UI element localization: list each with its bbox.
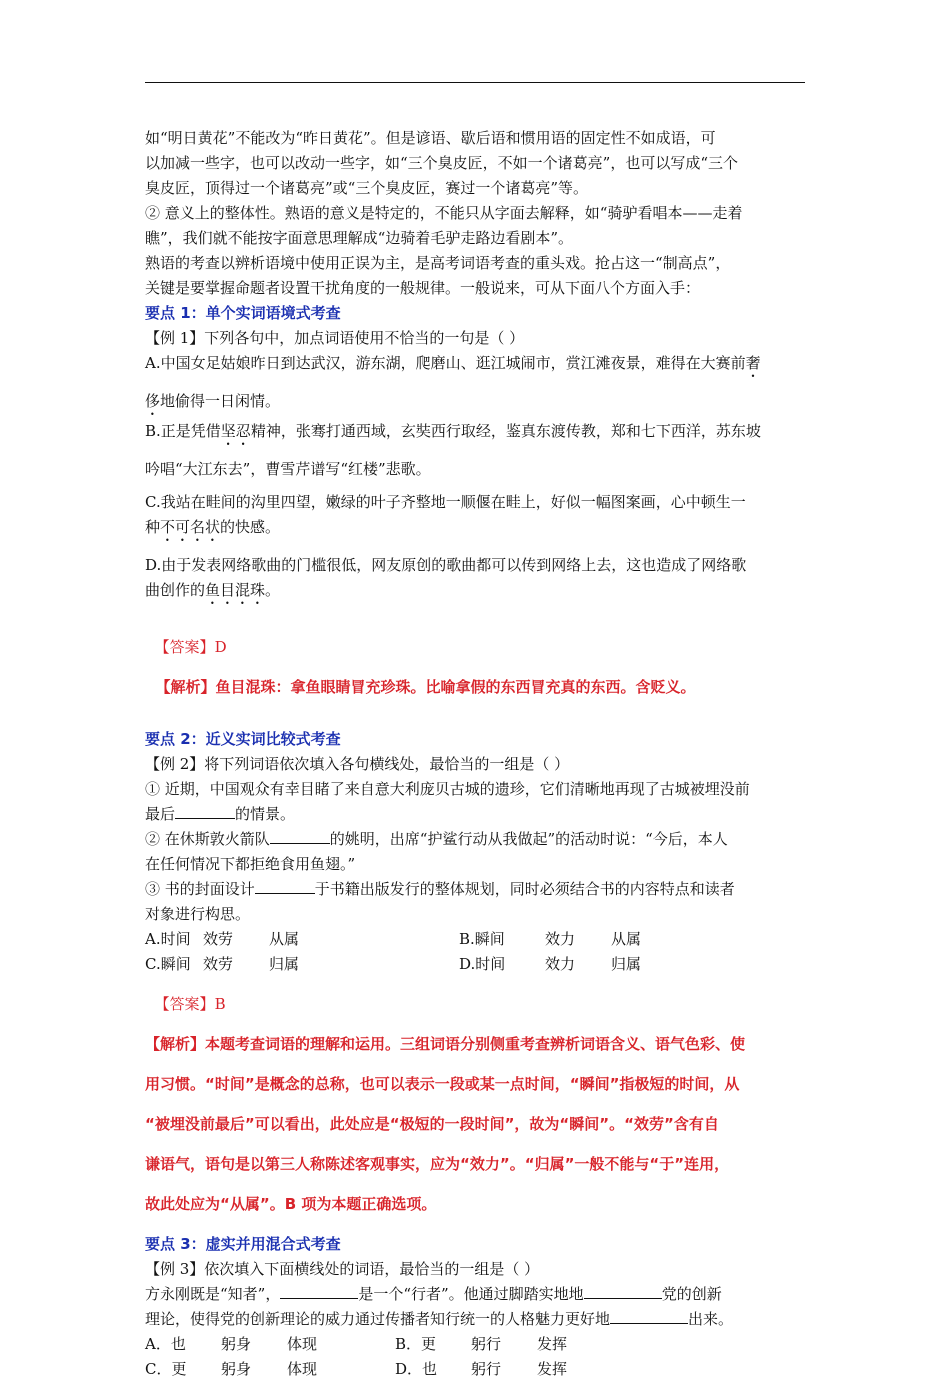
intro-line: 瞧”，我们就不能按字面意思理解成“边骑着毛驴走路边看剧本”。 <box>145 229 574 247</box>
intro-line: ② 意义上的整体性。熟语的意义是特定的，不能只从字面去解释，如“骑驴看唱本——走着 <box>145 204 743 222</box>
sentence-1-line-1: ① 近期，中国观众有幸目睹了来自意大利庞贝古城的遗珍，它们清晰地再现了古城被埋没前 <box>145 780 750 798</box>
analysis-2-line: 用习惯。“时间”是概念的总称，也可以表示一段或某一点时间，“瞬间”指极短的时间，从 <box>145 1075 740 1093</box>
dotted-word: 侈 <box>145 392 161 410</box>
analysis-2-line: 【解析】本题考查词语的理解和运用。三组词语分别侧重考查辨析词语含义、语气色彩、使 <box>145 1035 746 1053</box>
sentence-1-line-2: 最后 的情景。 <box>145 805 296 823</box>
option-b-line-1: B.正是凭借坚忍精神，张骞打通西域，玄奘西行取经，鉴真东渡传教，郑和七下西洋，苏东坡 <box>145 422 761 440</box>
options-row: A．也 躬身 体现 B．更 躬行 发挥 <box>145 1335 568 1353</box>
passage-line-2: 理论，使得党的创新理论的威力通过传播者知行统一的人格魅力更好地 出来。 <box>145 1310 734 1328</box>
section-heading-2: 要点 2：近义实词比较式考查 <box>145 730 341 748</box>
sentence-2-line-2: 在任何情况下都拒绝食用鱼翅。” <box>145 855 356 873</box>
option-a-line-1: A.中国女足姑娘昨日到达武汉，游东湖，爬磨山、逛江城闹市，赏江滩夜景，难得在大赛前奢 <box>145 354 761 372</box>
dotted-word: 鱼目混珠 <box>205 581 266 599</box>
section-heading-3: 要点 3：虚实并用混合式考查 <box>145 1235 341 1253</box>
fill-blank <box>255 879 315 894</box>
analysis-2-line: 谦语气，语句是以第三人称陈述客观事实，应为“效力”。“归属”一般不能与“于”连用， <box>145 1155 730 1173</box>
sentence-3-line-2: 对象进行构思。 <box>145 905 251 923</box>
intro-line: 臭皮匠，顶得过一个诸葛亮”或“三个臭皮匠，赛过一个诸葛亮”等。 <box>145 179 589 197</box>
fill-blank <box>610 1309 688 1324</box>
fill-blank <box>175 804 235 819</box>
options-row: C.瞬间 效劳 归属 D.时间 效力 归属 <box>145 955 642 973</box>
fill-blank <box>584 1284 662 1299</box>
dotted-word: 奢 <box>745 354 761 372</box>
option-b-line-2: 吟唱“大江东去”，曹雪芹谱写“红楼”悲歌。 <box>145 460 431 478</box>
dotted-word: 不可名状 <box>160 518 221 536</box>
sentence-3-line-1: ③ 书的封面设计 于书籍出版发行的整体规划，同时必须结合书的内容特点和读者 <box>145 880 735 898</box>
dotted-word: 坚忍 <box>220 422 251 440</box>
analysis-1: 【解析】鱼目混珠：拿鱼眼睛冒充珍珠。比喻拿假的东西冒充真的东西。含贬义。 <box>155 678 696 696</box>
document-body <box>145 126 810 1382</box>
fill-blank <box>280 1284 358 1299</box>
question-1: 【例 1】下列各句中，加点词语使用不恰当的一句是（ ） <box>145 329 525 347</box>
intro-line: 熟语的考查以辨析语境中使用正误为主，是高考词语考查的重头戏。抢占这一“制高点”， <box>145 254 731 272</box>
option-c-line-2: 种不可名状的快感。 <box>145 518 281 536</box>
option-c-line-1: C.我站在畦间的沟里四望，嫩绿的叶子齐整地一顺偃在畦上，好似一幅图案画，心中顿生一 <box>145 493 746 511</box>
question-3: 【例 3】依次填入下面横线处的词语，最恰当的一组是（ ） <box>145 1260 540 1278</box>
intro-line: 关键是要掌握命题者设置干扰角度的一般规律。一般说来，可从下面八个方面入手： <box>145 279 701 297</box>
section-heading-1: 要点 1：单个实词语境式考查 <box>145 304 341 322</box>
option-a-line-2: 侈地偷得一日闲情。 <box>145 392 281 410</box>
answer-2: 【答案】B <box>154 995 226 1013</box>
fill-blank <box>270 829 330 844</box>
option-d-line-2: 曲创作的鱼目混珠。 <box>145 581 281 599</box>
analysis-2-line: “被埋没前最后”可以看出，此处应是“极短的一段时间”，故为“瞬间”。“效劳”含有自 <box>145 1115 719 1133</box>
options-row: C．更 躬身 体现 D．也 躬行 发挥 <box>145 1360 568 1378</box>
header-rule <box>145 82 805 83</box>
intro-line: 以加减一些字，也可以改动一些字，如“三个臭皮匠，不如一个诸葛亮”，也可以写成“三个 <box>145 154 739 172</box>
option-d-line-1: D.由于发表网络歌曲的门槛很低，网友原创的歌曲都可以传到网络上去，这也造成了网络歌 <box>145 556 747 574</box>
sentence-2-line-1: ② 在休斯敦火箭队 的姚明，出席“护鲨行动从我做起”的活动时说：“今后，本人 <box>145 830 728 848</box>
question-2: 【例 2】将下列词语依次填入各句横线处，最恰当的一组是（ ） <box>145 755 570 773</box>
passage-line-1: 方永刚既是“知者”， 是一个“行者”。他通过脚踏实地地 党的创新 <box>145 1285 722 1303</box>
intro-line: 如“明日黄花”不能改为“昨日黄花”。但是谚语、歇后语和惯用语的固定性不如成语，可 <box>145 129 716 147</box>
options-row: A.时间 效劳 从属 B.瞬间 效力 从属 <box>145 930 642 948</box>
analysis-2-line: 故此处应为“从属”。B 项为本题正确选项。 <box>145 1195 437 1213</box>
answer-1: 【答案】D <box>154 638 227 656</box>
